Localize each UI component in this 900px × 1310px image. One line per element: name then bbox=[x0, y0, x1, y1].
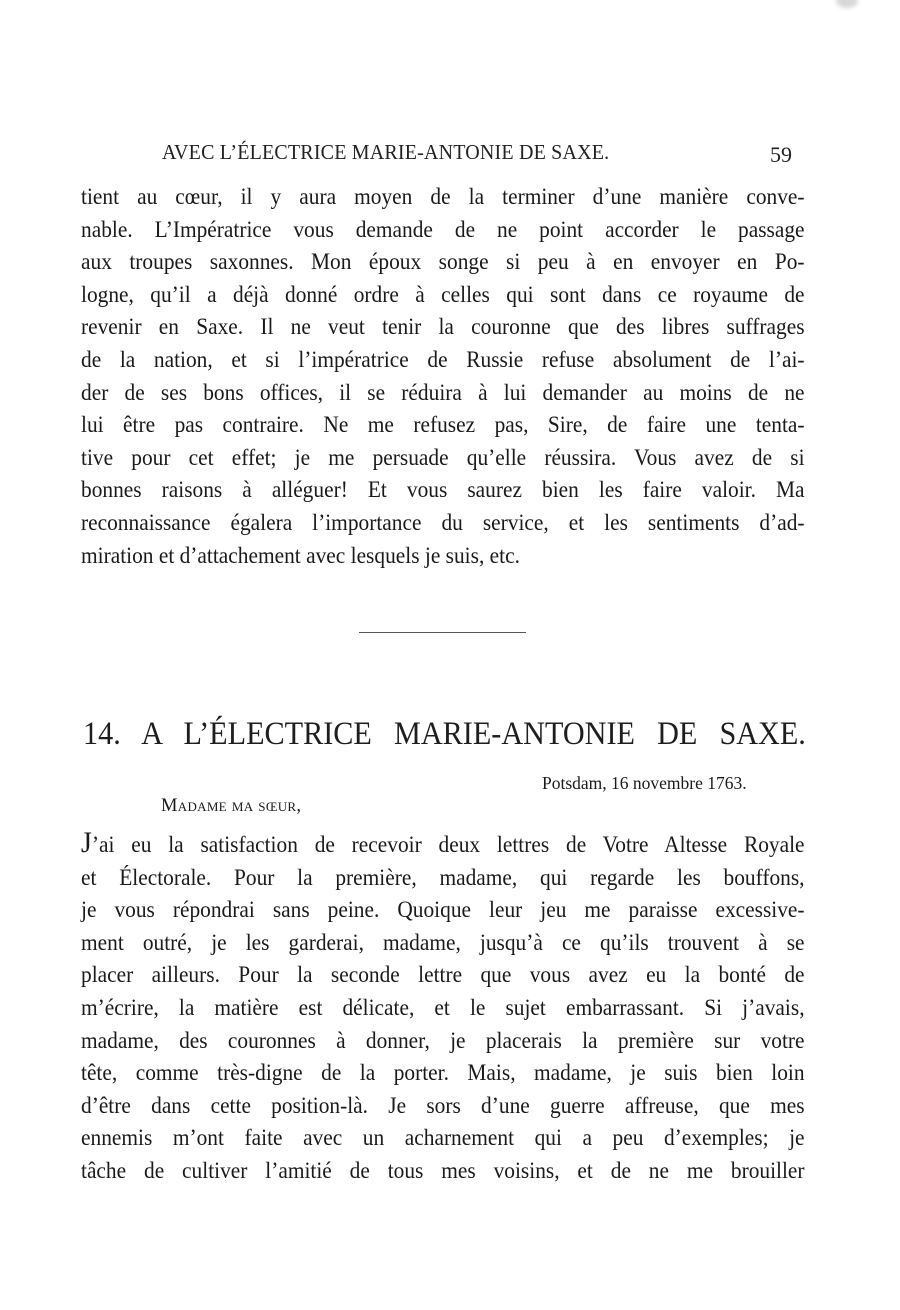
text-line: m’écrire, la matière est délicate, et le sujet embarrassant. Si j’avais, bbox=[81, 994, 805, 1020]
text-line: placer ailleurs. Pour la seconde lettre que vous avez eu la bonté de bbox=[81, 962, 805, 988]
letter-dateline: Potsdam, 16 novembre 1763. bbox=[542, 773, 747, 793]
text-line-first bbox=[81, 826, 805, 862]
running-head: AVEC L’ÉLECTRICE MARIE-ANTONIE DE SAXE. bbox=[162, 140, 610, 164]
text-line: ment outré, je les garderai, madame, jusqu’à ce qu’ils trouvent à se bbox=[81, 929, 805, 955]
text-line: revenir en Saxe. Il ne veut tenir la couronne que des libres suffrages bbox=[81, 314, 805, 340]
text-line: logne, qu’il a déjà donné ordre à celles qui sont dans ce royaume de bbox=[81, 281, 805, 307]
letter-body bbox=[81, 826, 805, 1188]
drop-cap: J bbox=[81, 826, 92, 859]
text-line: de la nation, et si l’impératrice de Russie refuse absolument de l’ai- bbox=[81, 346, 805, 372]
text-line: tâche de cultiver l’amitié de tous mes voisins, et de ne me brouiller bbox=[81, 1157, 805, 1183]
text-line: madame, des couronnes à donner, je placerais la première sur votre bbox=[81, 1027, 805, 1053]
text-line: tient au cœur, il y aura moyen de la terminer d’une manière conve- bbox=[81, 184, 805, 209]
text-line: d’être dans cette position-là. Je sors d’une guerre affreuse, que mes bbox=[81, 1092, 805, 1118]
text-line: reconnaissance égalera l’importance du service, et les sentiments d’ad- bbox=[81, 509, 805, 535]
first-line-text: ’ai eu la satisfaction de recevoir deux lettres de Votre Altesse Royale bbox=[91, 832, 805, 857]
text-line: miration et d’attachement avec lesquels je suis, etc. bbox=[81, 542, 520, 568]
text-line: tive pour cet effet; je me persuade qu’elle réussira. Vous avez de si bbox=[81, 444, 805, 470]
text-line: nable. L’Impératrice vous demande de ne point accorder le passage bbox=[81, 216, 805, 242]
page-number: 59 bbox=[770, 142, 792, 167]
text-line: tête, comme très-digne de la porter. Mais, madame, je suis bien loin bbox=[81, 1060, 805, 1086]
text-line: et Électorale. Pour la première, madame, qui regarde les bouffons, bbox=[81, 864, 805, 890]
text-line: ennemis m’ont faite avec un acharnement qui a peu d’exemples; je bbox=[81, 1125, 805, 1151]
text-line: aux troupes saxonnes. Mon époux songe si peu à en envoyer en Po- bbox=[81, 249, 805, 275]
text-line: je vous répondrai sans peine. Quoique leur jeu me paraisse excessive- bbox=[81, 897, 805, 923]
text-line: bonnes raisons à alléguer! Et vous saurez bien les faire valoir. Ma bbox=[81, 477, 805, 503]
section-divider-rule bbox=[359, 632, 526, 633]
letter-salutation: Madame ma sœur, bbox=[161, 796, 302, 816]
continuation-paragraph bbox=[81, 181, 805, 572]
scan-smudge bbox=[836, 0, 858, 8]
letter-title: 14. A L’ÉLECTRICE MARIE-ANTONIE DE SAXE. bbox=[83, 716, 806, 752]
text-line: lui être pas contraire. Ne me refusez pas, Sire, de faire une tenta- bbox=[81, 412, 805, 438]
text-line: der de ses bons offices, il se réduira à lui demander au moins de ne bbox=[81, 379, 805, 405]
